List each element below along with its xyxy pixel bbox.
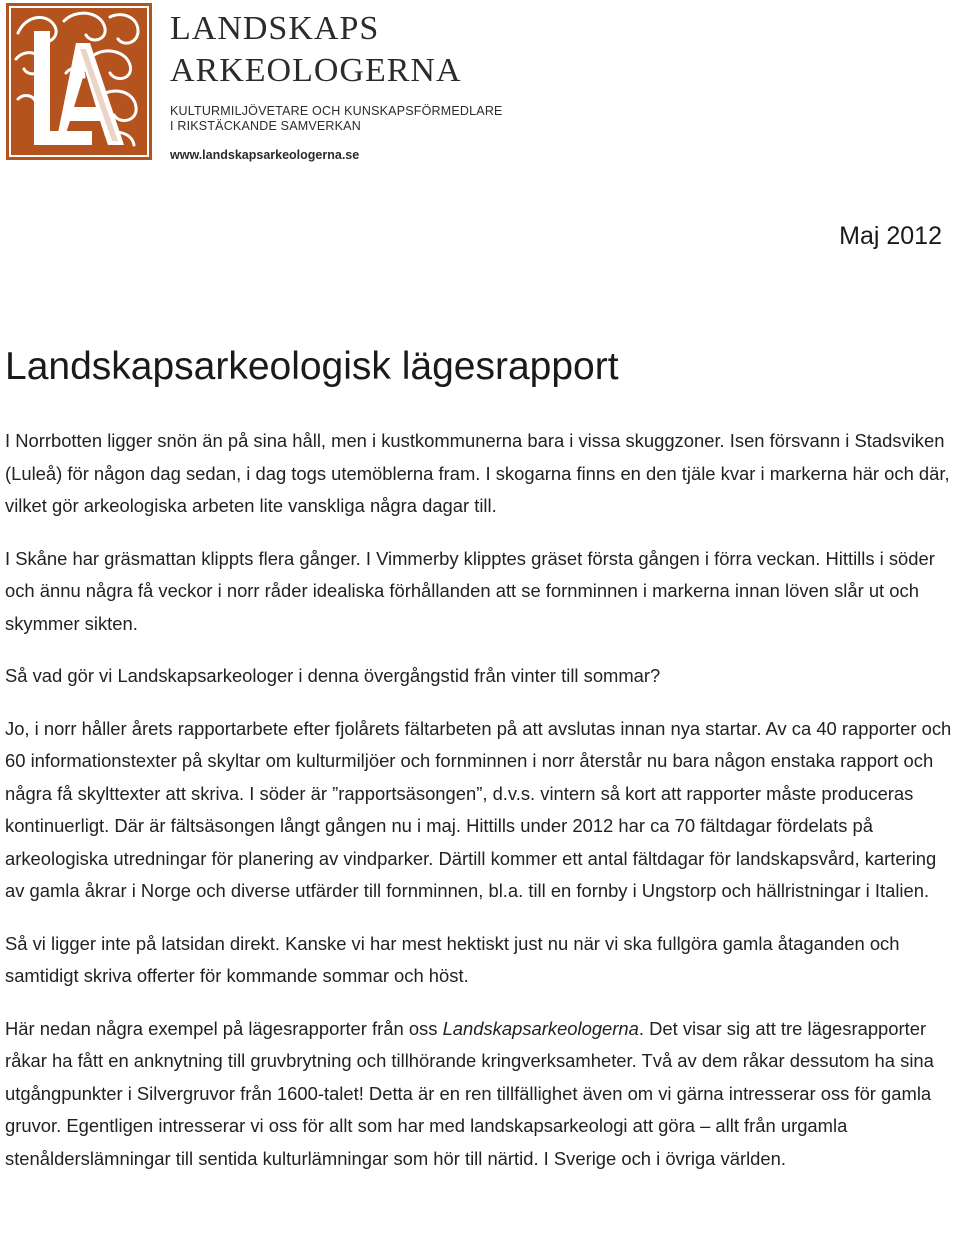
org-header (170, 10, 503, 162)
paragraph-norrbotten: I Norrbotten ligger snön än på sina håll, men i kustkommunerna bara i vissa skuggzoner. Isen försvann i Stadsviken (Luleå) för någon dag sedan, i dag togs utemöblerna fram. I skogarna finns en den tjäle kvar i markerna här och där, vilket gör arkeologiska arbeten lite vanskliga några dagar till. (5, 430, 950, 516)
org-name-line1: LANDSKAPS (170, 10, 380, 47)
tagline-line1: KULTURMILJÖVETARE OCH KUNSKAPSFÖRMEDLARE (170, 104, 503, 118)
la-monogram-logo (6, 3, 152, 160)
paragraph-skane: I Skåne har gräsmattan klippts flera gånger. I Vimmerby klipptes gräset första gången i förra veckan. Hittills i söder och ännu några få veckor i norr råder idealiska förhållanden att se fornminnen i markerna innan löven slår ut och skymmer sikten. (5, 547, 935, 634)
tagline-line2: I RIKSTÄCKANDE SAMVERKAN (170, 119, 361, 133)
document-body (5, 425, 957, 1195)
paragraph-examples (5, 1013, 957, 1176)
paragraph-examples-end: . Det visar sig att tre lägesrapporter råkar ha fått en anknytning till gruvbrytning och tillhörande kringverksamheter. Två av dem råkar dessutom ha sina utgångpunkter i Silvergruvor från 1600-talet! Detta är en ren tillfällighet även om vi gärna intresserar oss för gamla gruvor. Egentligen intresserar vi oss för allt som har med landskapsarkeologi att göra – allt från urgamla stenålderslämningar till sentida kulturlämningar som hör till närtid. I Sverige och i övriga världen. (5, 1017, 934, 1169)
paragraph-examples-org-name: Landskapsarkeologerna (442, 1017, 639, 1039)
document-date: Maj 2012 (839, 222, 942, 250)
page-title: Landskapsarkeologisk lägesrapport (5, 345, 619, 388)
org-name-line2: ARKEOLOGERNA (170, 52, 462, 89)
paragraph-report-work: Jo, i norr håller årets rapportarbete efter fjolårets fältarbeten på att avslutas innan nya startar. Av ca 40 rapporter och 60 informationstexter på skyltar om kulturmiljöer och fornminnen i norr återstår nu bara någon enstaka rapport och några få skylttexter att skriva. I söder är ”rapportsäsongen”, d.v.s. vintern så kort att rapporter måste produceras kontinuerligt. Där är fältsäsongen långt gången nu i maj. Hittills under 2012 har ca 70 fältdagar fördelats på arkeologiska utredningar för planering av vindparker. Därtill kommer ett antal fältdagar för landskapsvård, kartering av gamla åkrar i Norge och diverse utfärder till fornminnen, bl.a. till en fornby i Ungstorp och hällristningar i Italien. (5, 717, 952, 901)
paragraph-busy: Så vi ligger inte på latsidan direkt. Kanske vi har mest hektiskt just nu när vi ska fullgöra gamla åtaganden och samtidigt skriva offerter för kommande sommar och höst. (5, 932, 900, 986)
org-url-link[interactable]: www.landskapsarkeologerna.se (170, 148, 360, 162)
paragraph-question: Så vad gör vi Landskapsarkeologer i denna övergångstid från vinter till sommar? (5, 665, 661, 686)
paragraph-examples-start: Här nedan några exempel på lägesrapporter från oss (5, 1017, 443, 1039)
